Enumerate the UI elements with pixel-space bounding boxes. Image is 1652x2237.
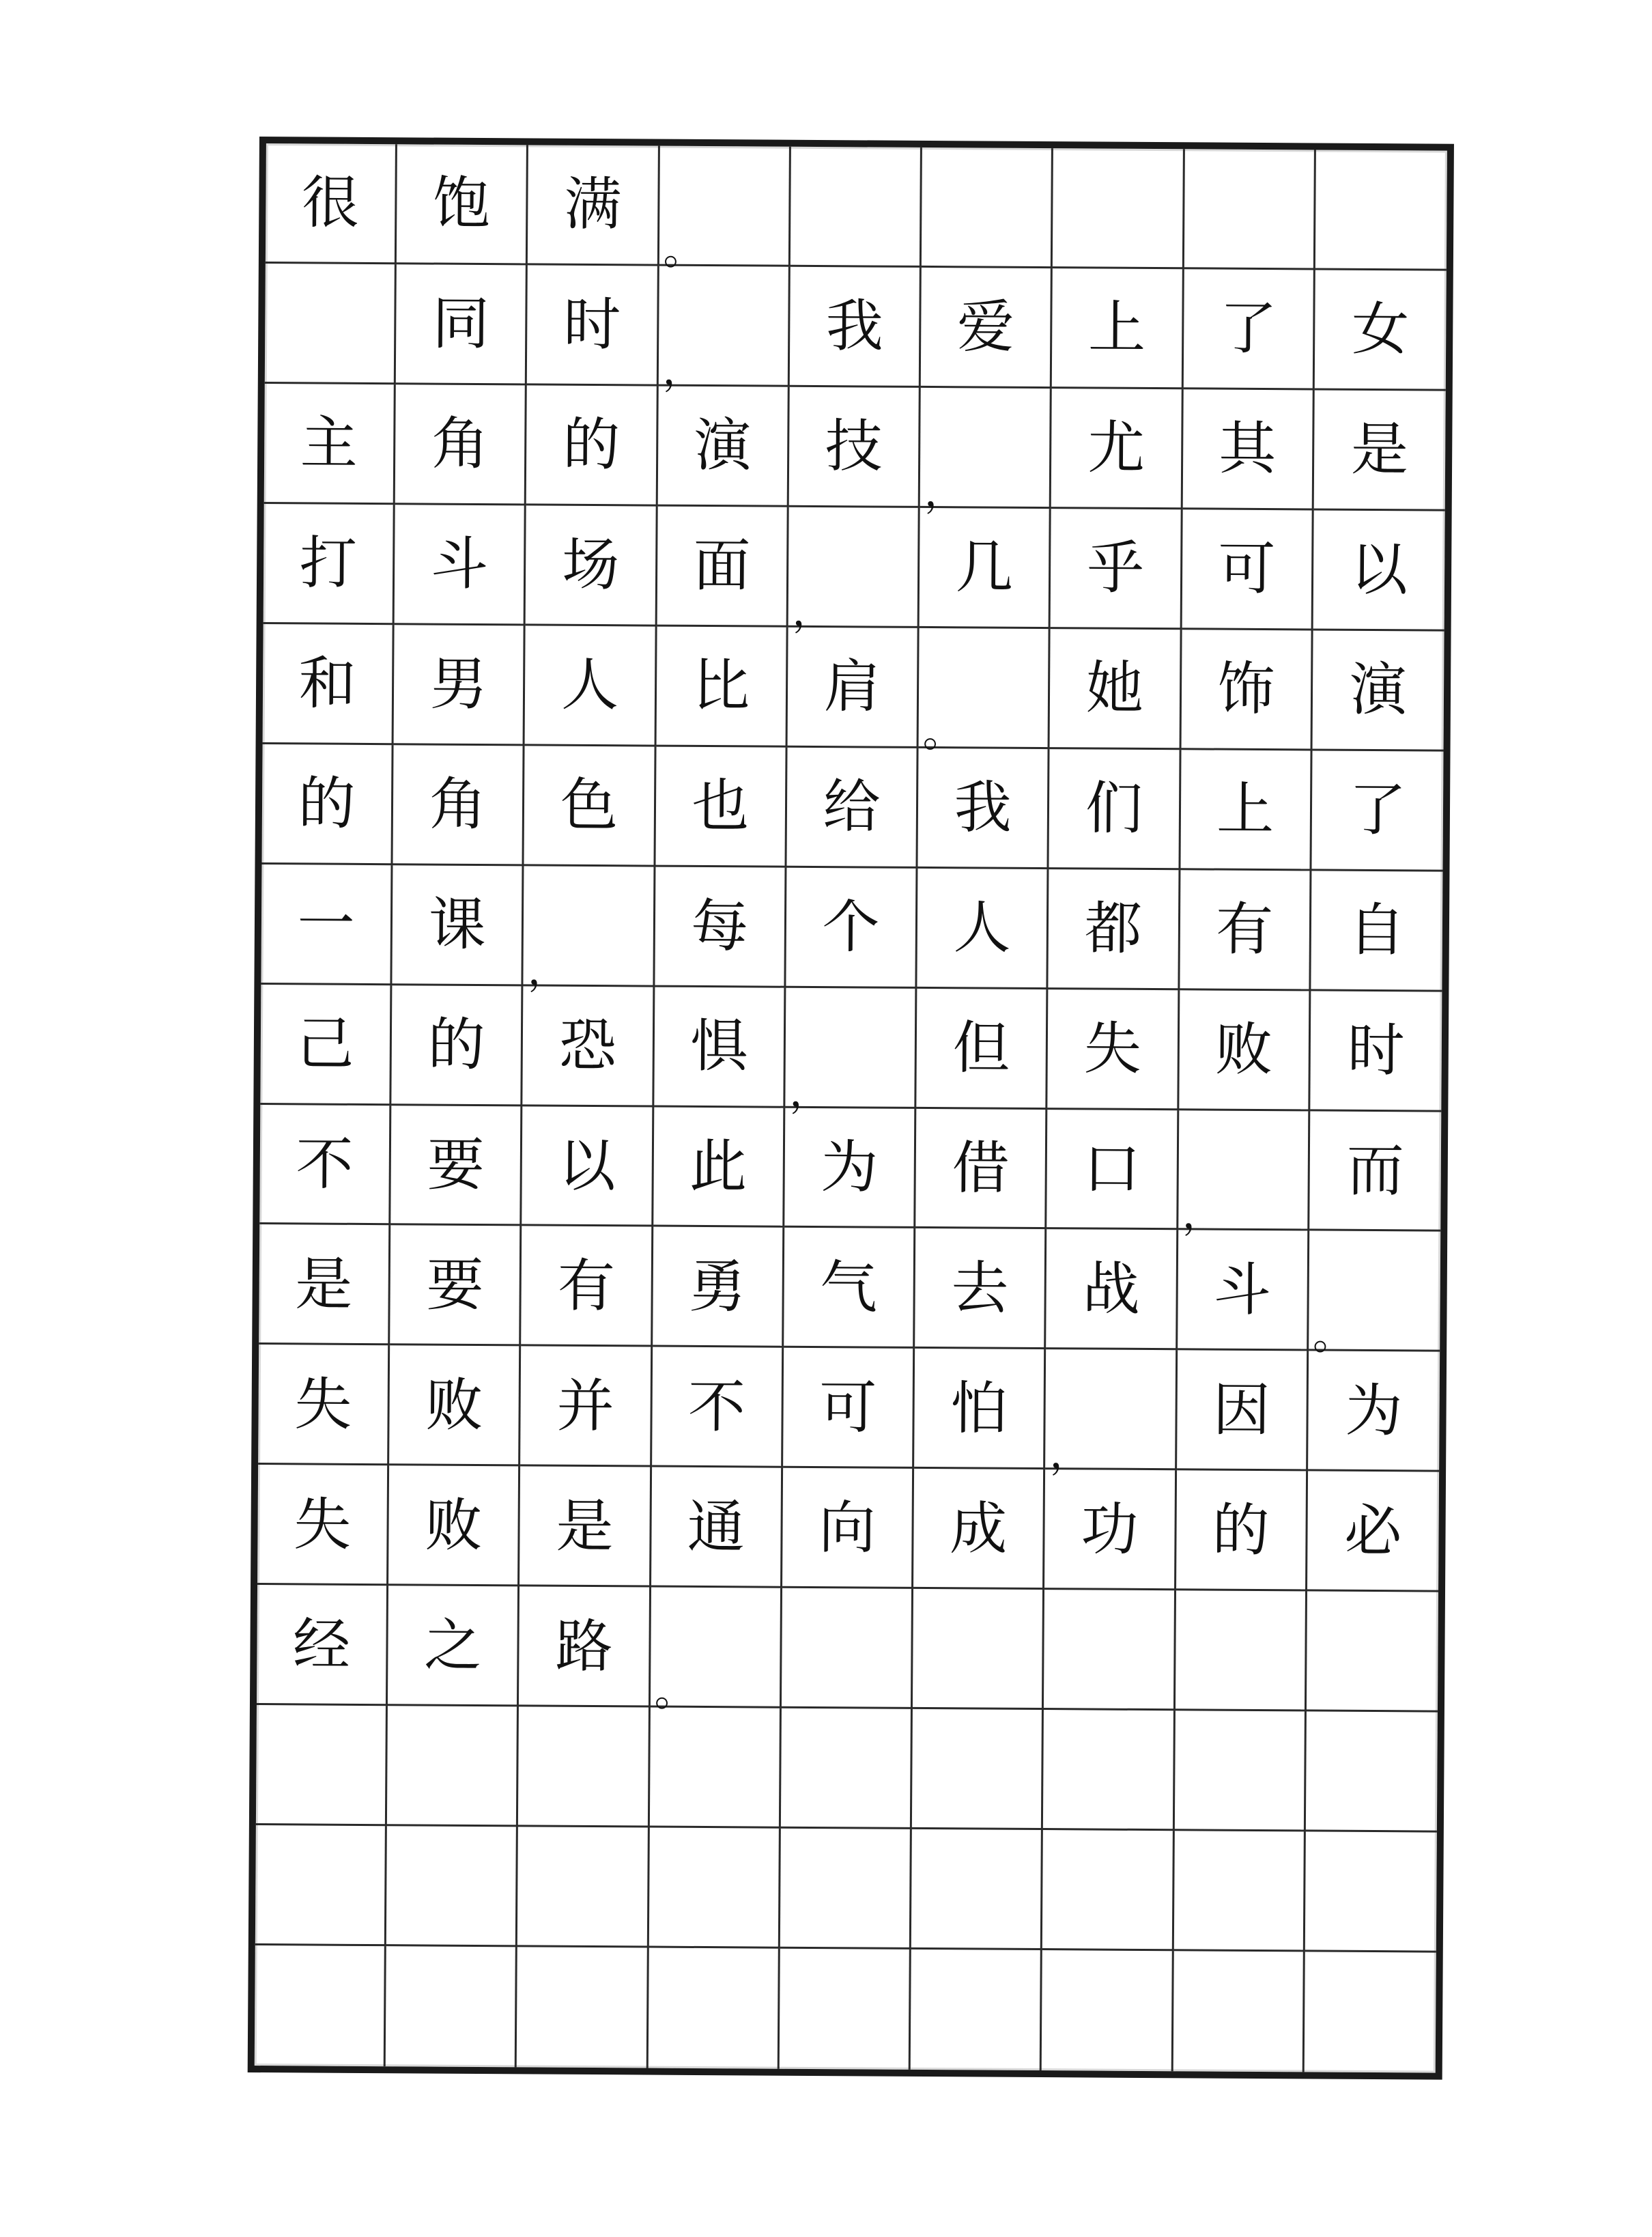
grid-cell [519,1467,651,1588]
grid-cell [919,628,1051,757]
handwritten-character: 了 [1219,295,1277,363]
grid-cell [912,1709,1044,1830]
handwritten-character: 上 [1087,294,1146,362]
grid-cell [1173,1831,1305,1952]
handwritten-character: 个 [822,893,880,961]
punctuation-mark: 。 [654,1668,696,1717]
handwritten-character: 有 [1215,895,1274,963]
grid-cell [397,144,528,265]
grid-cell [1048,989,1180,1110]
handwritten-character: 要 [427,1131,485,1199]
handwritten-character: 是 [295,1250,353,1318]
grid-cell [525,625,657,746]
grid-cell [526,505,657,626]
handwritten-character: 几 [955,533,1014,602]
grid-cell [1175,1590,1307,1711]
handwritten-character: 色 [560,771,618,839]
grid-cell [920,508,1051,629]
grid-cell [1305,1832,1437,1953]
grid-cell [390,1106,522,1226]
grid-cell [1304,1952,1436,2072]
handwritten-character: 们 [1085,774,1143,843]
punctuation-mark: 。 [1312,1311,1354,1360]
handwritten-character: 打 [299,529,358,597]
grid-cell [922,147,1053,268]
grid-cell [1313,510,1444,631]
handwritten-character: 自 [1348,896,1406,964]
grid-cell [259,1105,391,1226]
handwritten-character: 败 [425,1491,483,1559]
grid-cell [1050,629,1182,750]
handwritten-character: 去 [951,1254,1009,1322]
handwritten-character: 我 [954,774,1012,841]
grid-cell [1308,1351,1440,1472]
handwritten-character: 以 [558,1131,616,1200]
handwritten-character: 满 [564,171,622,238]
grid-cell [1315,270,1447,391]
grid-cell [790,267,922,388]
grid-cell [781,1708,913,1829]
grid-cell [787,627,919,748]
grid-cell [1053,148,1184,269]
handwritten-character: 败 [425,1371,483,1439]
grid-cell [1307,1592,1438,1713]
handwritten-character: 必 [1344,1497,1402,1565]
handwritten-character: 时 [563,291,621,358]
handwritten-character: 有 [557,1252,616,1320]
grid-cell [524,746,656,867]
handwritten-character: 借 [952,1134,1010,1202]
punctuation-mark: ， [1182,1190,1224,1239]
grid-cell [1174,1711,1306,1831]
grid-cell [1313,390,1445,511]
punctuation-mark: 。 [922,708,965,757]
grid-cell [1182,389,1314,510]
grid-cell [1173,1951,1305,2072]
grid-cell [655,867,786,987]
handwritten-character: 而 [1346,1136,1404,1205]
handwritten-character: 失 [1083,1015,1142,1082]
grid-cell [393,745,525,866]
grid-cell [1049,869,1180,990]
grid-cell [1049,749,1181,870]
grid-cell [519,1587,651,1708]
handwritten-character: 的 [1212,1496,1270,1564]
grid-cell [648,1948,780,2069]
handwritten-character: 人 [953,894,1011,961]
handwritten-character: 角 [431,410,489,478]
grid-cell [917,869,1049,989]
grid-cell [1179,990,1311,1111]
grid-cell [784,1228,915,1349]
grid-cell [263,624,395,745]
grid-cell [786,867,917,988]
grid-cell [653,1107,785,1228]
grid-cell [266,143,397,264]
grid-cell [782,1468,914,1589]
handwritten-character: 人 [560,651,619,719]
character-grid [255,143,1447,2073]
grid-cell [1180,750,1312,871]
grid-cell [1042,1950,1173,2071]
grid-cell [1180,870,1311,991]
grid-cell [911,1829,1043,1950]
handwritten-character: 因 [1212,1376,1271,1444]
grid-cell [916,988,1048,1109]
handwritten-character: 演 [694,412,752,479]
writing-sheet [248,137,1454,2080]
grid-cell [1309,1111,1441,1232]
handwritten-character: 功 [1081,1495,1139,1563]
handwritten-character: 角 [429,770,487,839]
grid-cell [652,1347,784,1468]
grid-cell [918,748,1050,869]
grid-cell [783,1348,915,1469]
grid-cell [651,1467,783,1588]
grid-cell [1042,1830,1174,1951]
punctuation-mark: ， [792,587,834,636]
grid-cell [786,747,918,868]
grid-cell [1183,269,1315,390]
grid-cell [255,1945,386,2066]
handwritten-character: 不 [687,1373,746,1441]
handwritten-character: 的 [562,411,621,479]
handwritten-character: 此 [689,1132,747,1200]
grid-cell [388,1586,519,1706]
handwritten-character: 口 [1083,1135,1141,1202]
grid-cell [261,744,393,865]
handwritten-character: 要 [426,1251,484,1319]
handwritten-character: 女 [1351,296,1410,363]
handwritten-character: 课 [428,890,487,959]
grid-cell [386,1826,518,1947]
grid-cell [920,388,1052,517]
grid-cell [1043,1710,1175,1831]
grid-cell [261,864,393,985]
grid-cell [388,1466,520,1587]
handwritten-character: 恐 [558,1011,617,1080]
grid-cell [265,264,397,384]
grid-cell [394,625,526,746]
grid-cell [921,268,1053,389]
grid-cell [1044,1590,1176,1711]
grid-cell [915,1228,1046,1349]
grid-cell [387,1706,519,1827]
grid-cell [1178,1230,1309,1351]
handwritten-character: 面 [693,532,751,600]
grid-cell [649,1828,780,1949]
grid-cell [655,746,787,867]
handwritten-character: 向 [818,1493,877,1562]
grid-cell [658,266,790,395]
handwritten-character: 失 [293,1491,352,1558]
handwritten-character: 场 [561,531,620,599]
grid-cell [1052,268,1184,389]
grid-cell [1315,150,1447,270]
handwritten-character: 时 [1347,1016,1406,1084]
handwritten-character: 很 [301,169,360,237]
grid-cell [392,985,524,1106]
handwritten-character: 的 [298,770,356,838]
grid-cell [521,1347,653,1467]
grid-cell [526,385,658,506]
handwritten-character: 气 [819,1253,878,1321]
handwritten-character: 技 [825,412,883,480]
handwritten-character: 可 [1218,535,1276,603]
handwritten-character: 以 [1350,536,1408,604]
grid-cell [653,1227,784,1348]
grid-cell [528,145,659,266]
grid-cell [386,1946,517,2067]
grid-cell [789,387,921,508]
grid-cell [522,1106,654,1227]
handwritten-character: 每 [690,892,749,960]
handwritten-character: 一 [297,890,355,957]
grid-cell [1177,1351,1309,1472]
grid-cell [914,1349,1046,1469]
punctuation-mark: ， [924,468,966,517]
handwritten-character: 并 [556,1372,614,1440]
grid-cell [651,1588,782,1717]
grid-cell [517,1947,649,2068]
grid-cell [654,987,786,1108]
grid-cell [1176,1471,1308,1592]
punctuation-mark: ， [527,946,569,995]
grid-cell [659,146,791,275]
punctuation-mark: ， [789,1068,831,1116]
grid-cell [1310,991,1442,1112]
handwritten-character: 同 [431,290,490,358]
grid-cell [264,504,395,625]
grid-cell [389,1346,521,1467]
handwritten-character: 不 [296,1130,354,1198]
handwritten-character: 男 [429,650,488,718]
handwritten-character: 饱 [432,170,491,238]
handwritten-character: 怕 [950,1375,1008,1442]
handwritten-character: 演 [1349,656,1408,724]
handwritten-character: 她 [1085,654,1144,722]
grid-cell [1181,630,1313,750]
handwritten-character: 为 [1345,1377,1403,1445]
grid-cell [393,865,524,986]
handwritten-character: 成 [949,1494,1008,1562]
grid-cell [256,1705,388,1826]
handwritten-character: 勇 [688,1252,747,1321]
handwritten-character: 经 [292,1611,351,1678]
handwritten-character: 可 [818,1373,877,1441]
grid-cell [1051,509,1182,630]
handwritten-character: 了 [1348,776,1407,844]
grid-cell [1311,750,1443,871]
grid-cell [396,264,528,385]
grid-cell [1309,1231,1440,1360]
grid-cell [395,384,527,505]
grid-cell [257,1585,388,1706]
handwritten-character: 和 [298,649,357,718]
handwritten-character: 但 [952,1014,1010,1082]
grid-cell [657,506,788,627]
grid-cell [657,386,789,507]
handwritten-character: 路 [555,1612,613,1680]
grid-cell [1047,1110,1179,1230]
grid-cell [1182,509,1313,630]
grid-cell [784,1108,916,1228]
grid-cell [264,384,396,505]
grid-cell [1178,1110,1310,1239]
grid-cell [517,1827,649,1947]
grid-cell [650,1708,782,1829]
grid-cell [656,626,788,747]
handwritten-character: 之 [424,1612,482,1679]
handwritten-character: 己 [296,1010,354,1078]
grid-cell [524,866,655,995]
grid-cell [1044,1469,1176,1590]
handwritten-character: 上 [1216,775,1274,843]
grid-cell [785,987,917,1116]
grid-cell [260,985,392,1106]
handwritten-character: 的 [427,1011,486,1079]
handwritten-character: 尤 [1087,414,1145,482]
grid-cell [390,1226,522,1347]
grid-cell [915,1108,1047,1229]
grid-cell [522,1226,653,1347]
handwritten-character: 爱 [956,293,1015,361]
punctuation-mark: ， [662,346,704,395]
grid-cell [913,1589,1044,1710]
handwritten-character: 乎 [1086,534,1145,602]
handwritten-character: 其 [1219,414,1277,483]
handwritten-character: 比 [692,652,750,720]
grid-cell [1051,389,1183,509]
grid-cell [911,1950,1042,2070]
grid-cell [780,1829,912,1950]
grid-cell [1184,149,1315,270]
handwritten-character: 为 [820,1134,879,1201]
grid-cell [780,1949,911,2070]
grid-cell [257,1465,389,1586]
handwritten-character: 肩 [823,653,881,720]
handwritten-character: 是 [556,1492,614,1560]
handwritten-character: 我 [825,292,884,360]
handwritten-character: 主 [300,409,358,477]
grid-cell [518,1707,650,1828]
handwritten-character: 通 [687,1493,745,1561]
grid-cell [255,1825,387,1946]
grid-cell [258,1345,390,1465]
grid-cell [1312,630,1444,751]
grid-cell [259,1224,390,1345]
handwritten-character: 也 [691,772,750,840]
grid-cell [1045,1349,1177,1478]
handwritten-character: 斗 [430,530,489,598]
grid-cell [782,1588,913,1709]
handwritten-character: 饰 [1216,655,1275,723]
handwritten-character: 惧 [689,1012,748,1080]
handwritten-character: 失 [294,1370,352,1438]
grid-cell [1046,1230,1178,1351]
grid-cell [1306,1712,1438,1833]
grid-cell [523,986,655,1107]
handwritten-character: 战 [1082,1255,1140,1323]
handwritten-character: 是 [1350,416,1409,483]
handwritten-character: 败 [1214,1015,1273,1084]
grid-cell [395,505,526,625]
handwritten-character: 斗 [1213,1256,1272,1323]
grid-cell [913,1469,1045,1590]
grid-cell [1311,871,1442,991]
handwritten-character: 都 [1084,895,1143,963]
grid-cell [788,507,920,636]
grid-cell [1307,1472,1439,1592]
punctuation-mark: ， [1049,1430,1091,1478]
punctuation-mark: 。 [663,226,704,275]
grid-cell [527,265,659,386]
grid-cell [791,147,922,268]
handwritten-character: 给 [823,773,881,841]
